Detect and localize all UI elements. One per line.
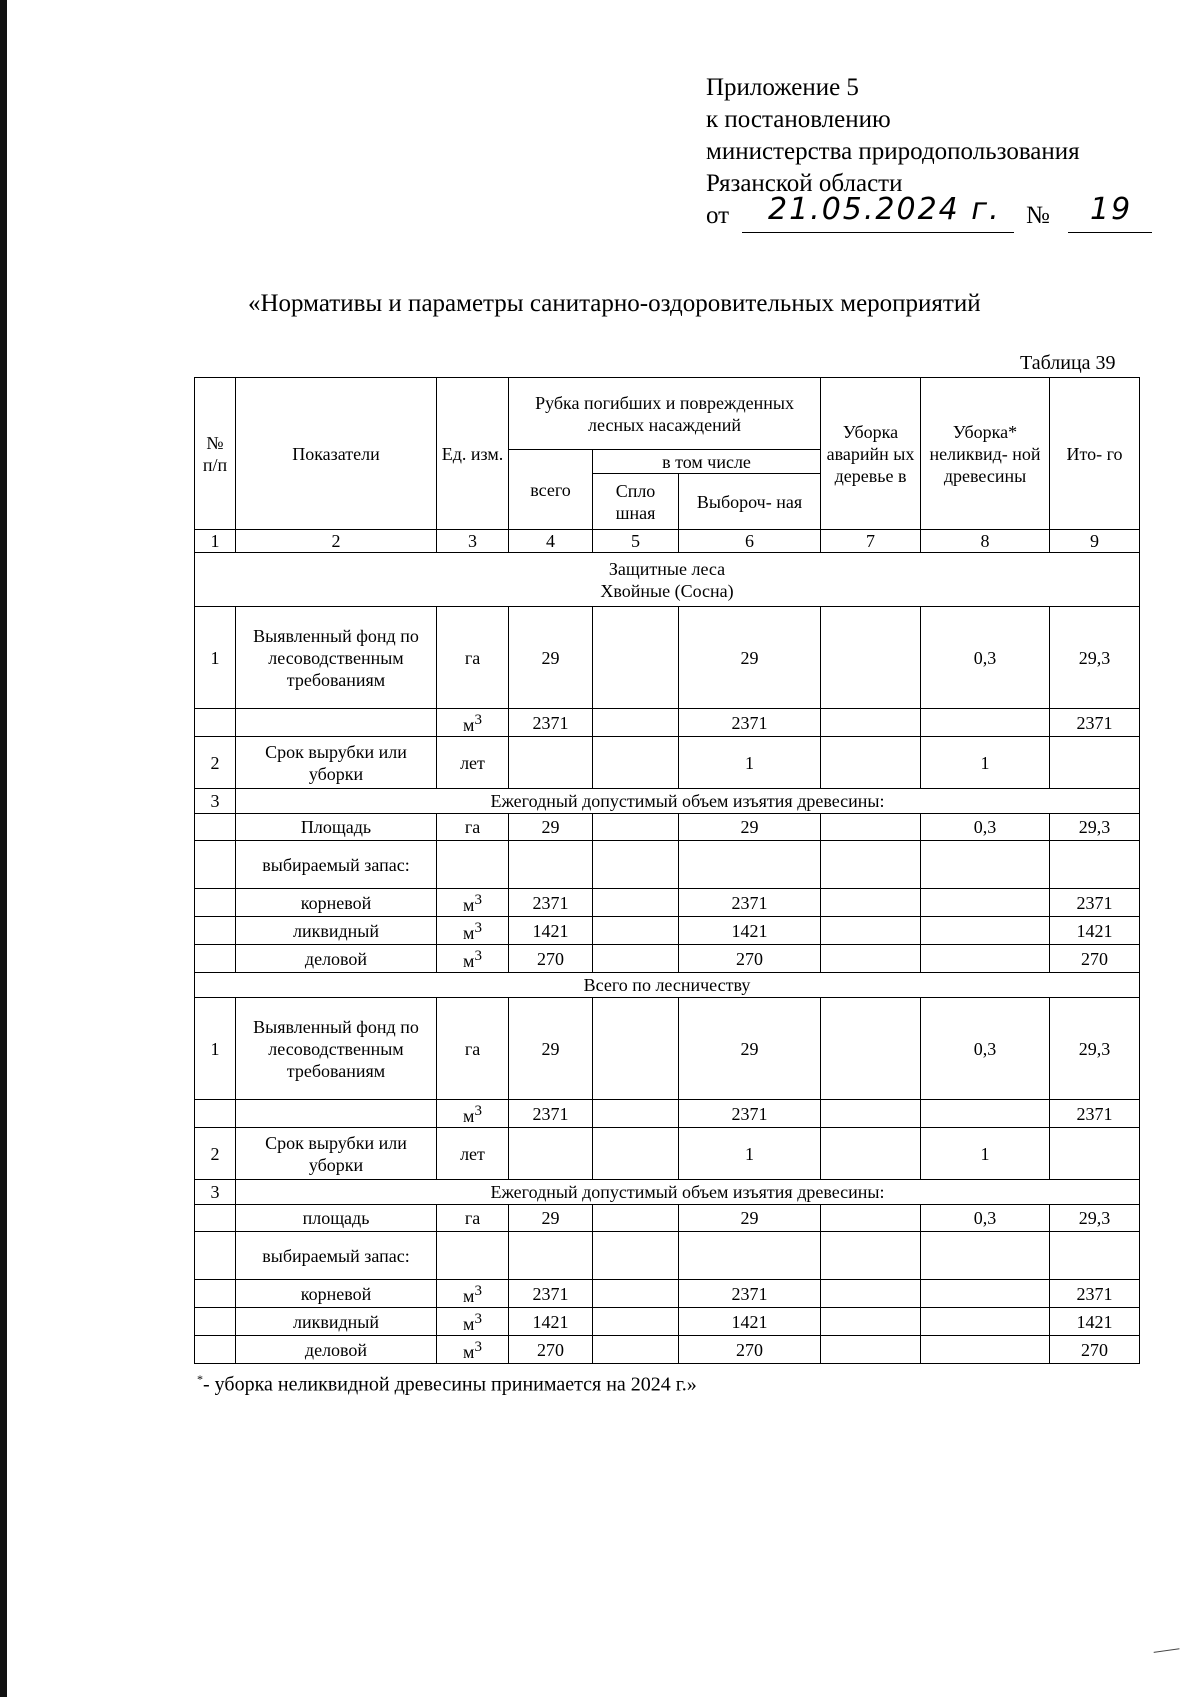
- unit-text: м: [463, 715, 475, 735]
- table-row: [195, 1128, 1140, 1180]
- annual-volume-label: Ежегодный допустимый объем изъятия древесины:: [236, 1180, 1140, 1205]
- attachment-line: министерства природопользования: [706, 138, 1080, 165]
- col-number: 1: [195, 530, 236, 553]
- attachment-line: к постановлению: [706, 106, 891, 133]
- table-row: [195, 1308, 1140, 1336]
- cell-sum: 2371: [1050, 1280, 1140, 1308]
- attachment-block: [706, 72, 1133, 236]
- section-heading: [195, 553, 1140, 607]
- cell-selective: 29: [679, 1205, 821, 1232]
- col-number: 2: [236, 530, 437, 553]
- footnote: [197, 1372, 697, 1397]
- row-unit: [437, 917, 509, 945]
- cell-windfall: [821, 607, 921, 709]
- section-heading: Всего по лесничеству: [195, 973, 1140, 998]
- cell-selective: [679, 1232, 821, 1280]
- table-row: [195, 1180, 1140, 1205]
- cell-selective: 29: [679, 814, 821, 841]
- row-label: ликвидный: [236, 917, 437, 945]
- table-row: [195, 841, 1140, 889]
- cell-illiquid: 0,3: [921, 1205, 1050, 1232]
- header-incl: в том числе: [593, 450, 821, 474]
- cell-windfall: [821, 1280, 921, 1308]
- cell-windfall: [821, 841, 921, 889]
- cell-windfall: [821, 917, 921, 945]
- header-num: № п/п: [195, 378, 236, 530]
- row-unit: га: [437, 998, 509, 1100]
- row-label: [236, 709, 437, 737]
- cell-total: [509, 1128, 593, 1180]
- row-unit: [437, 945, 509, 973]
- cell-clear: [593, 607, 679, 709]
- cell-total: [509, 1232, 593, 1280]
- row-unit: лет: [437, 1128, 509, 1180]
- table-row: [195, 889, 1140, 917]
- document-title: «Нормативы и параметры санитарно-оздоровительных мероприятий: [248, 290, 981, 317]
- row-num: 2: [195, 737, 236, 789]
- cell-illiquid: 1: [921, 1128, 1050, 1180]
- cell-selective: 2371: [679, 889, 821, 917]
- cell-windfall: [821, 945, 921, 973]
- unit-sup: 3: [474, 1103, 482, 1119]
- row-label: выбираемый запас:: [236, 1232, 437, 1280]
- table-row: [195, 607, 1140, 709]
- cell-selective: 1421: [679, 1308, 821, 1336]
- col-number: 7: [821, 530, 921, 553]
- unit-text: м: [463, 1342, 475, 1362]
- row-num: [195, 841, 236, 889]
- row-label: выбираемый запас:: [236, 841, 437, 889]
- unit-text: м: [463, 1314, 475, 1334]
- cell-sum: 29,3: [1050, 998, 1140, 1100]
- cell-clear: [593, 1336, 679, 1364]
- cell-illiquid: [921, 945, 1050, 973]
- col-number: 9: [1050, 530, 1140, 553]
- unit-sup: 3: [474, 1311, 482, 1327]
- cell-selective: 1: [679, 1128, 821, 1180]
- row-label: [236, 1100, 437, 1128]
- cell-illiquid: [921, 1232, 1050, 1280]
- cell-total: 2371: [509, 889, 593, 917]
- cell-clear: [593, 889, 679, 917]
- cell-clear: [593, 998, 679, 1100]
- cell-total: 270: [509, 1336, 593, 1364]
- table-row: [195, 917, 1140, 945]
- cell-selective: 270: [679, 945, 821, 973]
- row-unit: лет: [437, 737, 509, 789]
- row-num: [195, 1100, 236, 1128]
- table-row: [195, 814, 1140, 841]
- cell-total: 1421: [509, 1308, 593, 1336]
- row-num: 1: [195, 998, 236, 1100]
- row-unit: [437, 1308, 509, 1336]
- header-illiquid: Уборка* неликвид- ной древесины: [921, 378, 1050, 530]
- handwritten-number: 19: [1090, 192, 1133, 227]
- unit-text: м: [463, 951, 475, 971]
- cell-total: 2371: [509, 709, 593, 737]
- cell-selective: 2371: [679, 1280, 821, 1308]
- row-unit: [437, 841, 509, 889]
- cell-sum: 2371: [1050, 709, 1140, 737]
- row-unit: [437, 1100, 509, 1128]
- cell-clear: [593, 814, 679, 841]
- row-unit: га: [437, 607, 509, 709]
- unit-sup: 3: [474, 1283, 482, 1299]
- table-row: [195, 1280, 1140, 1308]
- section-heading-line: Защитные леса: [608, 558, 726, 579]
- cell-sum: [1050, 1232, 1140, 1280]
- table-row: [195, 998, 1140, 1100]
- cell-illiquid: 0,3: [921, 998, 1050, 1100]
- row-num: [195, 1308, 236, 1336]
- cell-clear: [593, 1128, 679, 1180]
- cell-clear: [593, 945, 679, 973]
- cell-clear: [593, 1308, 679, 1336]
- row-unit: [437, 709, 509, 737]
- row-unit: [437, 1280, 509, 1308]
- header-sum: Ито- го: [1050, 378, 1140, 530]
- from-label: от: [706, 202, 730, 229]
- cell-illiquid: [921, 841, 1050, 889]
- col-number: 5: [593, 530, 679, 553]
- row-unit: га: [437, 1205, 509, 1232]
- cell-sum: 2371: [1050, 889, 1140, 917]
- row-unit: [437, 889, 509, 917]
- cell-sum: [1050, 737, 1140, 789]
- header-total: всего: [509, 450, 593, 530]
- row-num: 3: [195, 789, 236, 814]
- annual-volume-label: Ежегодный допустимый объем изъятия древесины:: [236, 789, 1140, 814]
- row-num: [195, 814, 236, 841]
- section-heading-row: [195, 553, 1140, 607]
- row-num: 3: [195, 1180, 236, 1205]
- cell-windfall: [821, 709, 921, 737]
- header-unit: Ед. изм.: [437, 378, 509, 530]
- cell-windfall: [821, 1336, 921, 1364]
- header-selective: Выбороч- ная: [679, 474, 821, 530]
- row-label: Выявленный фонд по лесоводственным требованиям: [236, 607, 437, 709]
- cell-illiquid: 0,3: [921, 607, 1050, 709]
- cell-total: 29: [509, 1205, 593, 1232]
- cell-clear: [593, 1205, 679, 1232]
- unit-sup: 3: [474, 712, 482, 728]
- row-num: [195, 1232, 236, 1280]
- unit-text: м: [463, 1106, 475, 1126]
- cell-selective: 2371: [679, 1100, 821, 1128]
- handwritten-date: 21.05.2024 г.: [768, 192, 1001, 227]
- table-row: [195, 737, 1140, 789]
- attachment-line: Приложение 5: [706, 74, 859, 101]
- cell-windfall: [821, 1128, 921, 1180]
- col-number: 8: [921, 530, 1050, 553]
- row-label: деловой: [236, 1336, 437, 1364]
- row-num: [195, 945, 236, 973]
- row-label: Срок вырубки или уборки: [236, 737, 437, 789]
- col-number: 4: [509, 530, 593, 553]
- cell-illiquid: [921, 709, 1050, 737]
- cell-sum: 1421: [1050, 1308, 1140, 1336]
- cell-sum: 270: [1050, 1336, 1140, 1364]
- row-label: деловой: [236, 945, 437, 973]
- unit-sup: 3: [474, 892, 482, 908]
- table-row: [195, 1232, 1140, 1280]
- header-windfall: Уборка аварийн ых деревье в: [821, 378, 921, 530]
- cell-selective: 270: [679, 1336, 821, 1364]
- row-label: корневой: [236, 1280, 437, 1308]
- cell-windfall: [821, 1100, 921, 1128]
- cell-windfall: [821, 998, 921, 1100]
- cell-illiquid: [921, 1336, 1050, 1364]
- cell-total: 1421: [509, 917, 593, 945]
- cell-illiquid: [921, 889, 1050, 917]
- date-underline: [742, 192, 1014, 233]
- unit-text: м: [463, 895, 475, 915]
- norms-table: [194, 377, 1140, 1364]
- cell-clear: [593, 1100, 679, 1128]
- cell-total: 29: [509, 607, 593, 709]
- cell-illiquid: 1: [921, 737, 1050, 789]
- column-numbers-row: [195, 530, 1140, 553]
- number-label: №: [1026, 202, 1050, 229]
- cell-sum: 1421: [1050, 917, 1140, 945]
- row-label: ликвидный: [236, 1308, 437, 1336]
- date-number-row: [706, 192, 1133, 236]
- cell-sum: 2371: [1050, 1100, 1140, 1128]
- table-row: [195, 709, 1140, 737]
- cell-selective: 2371: [679, 709, 821, 737]
- cell-total: 29: [509, 998, 593, 1100]
- row-label: Выявленный фонд по лесоводственным требованиям: [236, 998, 437, 1100]
- unit-sup: 3: [474, 920, 482, 936]
- unit-sup: 3: [474, 1339, 482, 1355]
- unit-sup: 3: [474, 948, 482, 964]
- cell-clear: [593, 917, 679, 945]
- row-unit: га: [437, 814, 509, 841]
- cell-selective: 1421: [679, 917, 821, 945]
- row-label: Срок вырубки или уборки: [236, 1128, 437, 1180]
- table-row: [195, 789, 1140, 814]
- cell-windfall: [821, 1308, 921, 1336]
- cell-illiquid: [921, 917, 1050, 945]
- cell-total: 2371: [509, 1280, 593, 1308]
- row-num: [195, 1280, 236, 1308]
- attachment-line: Рязанской области: [706, 170, 903, 197]
- unit-text: м: [463, 1286, 475, 1306]
- row-num: [195, 1336, 236, 1364]
- cell-sum: [1050, 1128, 1140, 1180]
- header-clear: Спло шная: [593, 474, 679, 530]
- cell-sum: [1050, 841, 1140, 889]
- cell-selective: [679, 841, 821, 889]
- cell-total: 270: [509, 945, 593, 973]
- row-num: 2: [195, 1128, 236, 1180]
- cell-sum: 29,3: [1050, 607, 1140, 709]
- row-num: [195, 709, 236, 737]
- cell-selective: 1: [679, 737, 821, 789]
- table-row: [195, 1205, 1140, 1232]
- cell-total: 2371: [509, 1100, 593, 1128]
- col-number: 6: [679, 530, 821, 553]
- col-number: 3: [437, 530, 509, 553]
- scan-mark: [1154, 1648, 1181, 1659]
- footnote-mark: *: [197, 1372, 203, 1386]
- cell-sum: 29,3: [1050, 814, 1140, 841]
- table-row: [195, 1100, 1140, 1128]
- cell-windfall: [821, 1205, 921, 1232]
- unit-text: м: [463, 923, 475, 943]
- cell-clear: [593, 709, 679, 737]
- row-num: [195, 889, 236, 917]
- row-unit: [437, 1336, 509, 1364]
- section-heading-row: [195, 973, 1140, 998]
- header-row: [195, 378, 1140, 450]
- cell-illiquid: [921, 1280, 1050, 1308]
- cell-total: [509, 841, 593, 889]
- row-num: [195, 917, 236, 945]
- cell-selective: 29: [679, 607, 821, 709]
- table-row: [195, 1336, 1140, 1364]
- row-label: корневой: [236, 889, 437, 917]
- row-num: [195, 1205, 236, 1232]
- cell-total: [509, 737, 593, 789]
- cell-sum: 270: [1050, 945, 1140, 973]
- row-num: 1: [195, 607, 236, 709]
- cell-clear: [593, 737, 679, 789]
- cell-total: 29: [509, 814, 593, 841]
- table-number: Таблица 39: [1020, 352, 1116, 374]
- scan-edge: [0, 0, 7, 1697]
- number-underline: [1068, 192, 1152, 233]
- cell-clear: [593, 1280, 679, 1308]
- cell-illiquid: [921, 1100, 1050, 1128]
- cell-selective: 29: [679, 998, 821, 1100]
- cell-clear: [593, 1232, 679, 1280]
- cell-windfall: [821, 814, 921, 841]
- cell-illiquid: [921, 1308, 1050, 1336]
- header-cutting: Рубка погибших и поврежденных лесных насаждений: [509, 378, 821, 450]
- cell-sum: 29,3: [1050, 1205, 1140, 1232]
- table-row: [195, 945, 1140, 973]
- section-heading-line: Хвойные (Сосна): [600, 580, 734, 601]
- cell-windfall: [821, 889, 921, 917]
- row-unit: [437, 1232, 509, 1280]
- cell-windfall: [821, 737, 921, 789]
- header-indicator: Показатели: [236, 378, 437, 530]
- row-label: Площадь: [236, 814, 437, 841]
- cell-clear: [593, 841, 679, 889]
- cell-windfall: [821, 1232, 921, 1280]
- row-label: площадь: [236, 1205, 437, 1232]
- cell-illiquid: 0,3: [921, 814, 1050, 841]
- footnote-text: - уборка неликвидной древесины принимается на 2024 г.»: [203, 1373, 697, 1396]
